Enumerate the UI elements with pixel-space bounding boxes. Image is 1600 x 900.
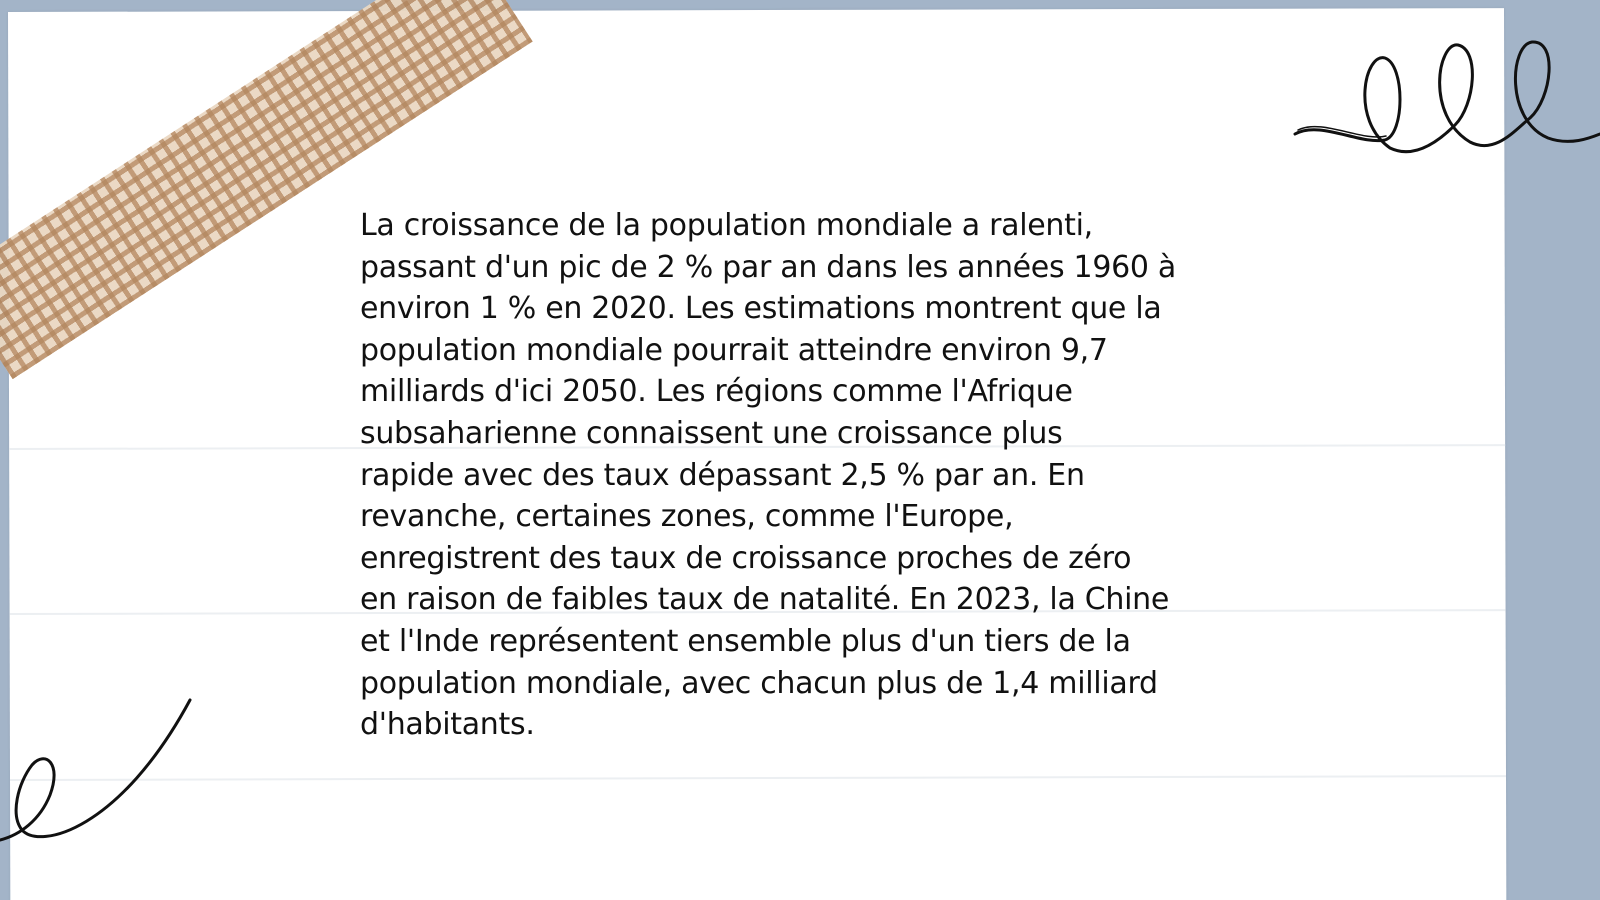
text-line: passant d'un pic de 2 % par an dans les années 1960 à: [360, 249, 1177, 285]
cursive-loop-doodle-icon: [0, 695, 200, 845]
cursive-loops-doodle-icon: [1290, 30, 1600, 160]
text-line: revanche, certaines zones, comme l'Europe,: [360, 499, 1014, 535]
text-line: milliards d'ici 2050. Les régions comme l'Afrique: [360, 374, 1073, 410]
text-line: et l'Inde représentent ensemble plus d'un tiers de la: [360, 623, 1131, 659]
text-line: subsaharienne connaissent une croissance plus: [360, 415, 1063, 451]
text-line: population mondiale pourrait atteindre environ 9,7: [360, 332, 1108, 368]
text-line: rapide avec des taux dépassant 2,5 % par an. En: [360, 457, 1085, 493]
text-line: La croissance de la population mondiale a ralenti,: [360, 208, 1093, 243]
paper-rule-line: [10, 775, 1506, 781]
body-paragraph: [360, 205, 1260, 746]
text-line: population mondiale, avec chacun plus de 1,4 milliard: [360, 665, 1158, 701]
text-line: enregistrent des taux de croissance proches de zéro: [360, 540, 1132, 576]
text-line: environ 1 % en 2020. Les estimations montrent que la: [360, 291, 1162, 327]
text-line: d'habitants.: [360, 707, 535, 743]
text-line: en raison de faibles taux de natalité. En 2023, la Chine: [360, 582, 1170, 618]
